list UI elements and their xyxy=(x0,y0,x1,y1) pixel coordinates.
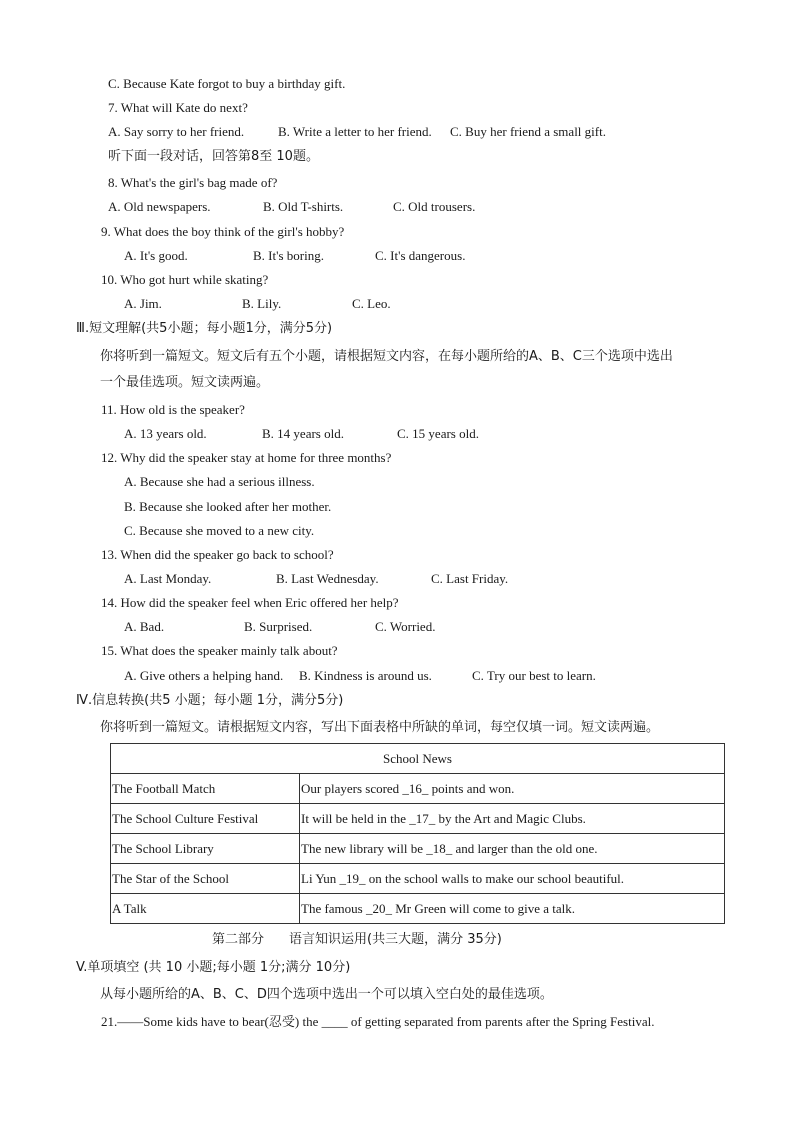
q9-option-a: A. It's good. xyxy=(124,248,188,263)
table-row xyxy=(111,894,725,924)
q12-option-b: B. Because she looked after her mother. xyxy=(124,499,332,514)
table-cell-detail: The new library will be _18_ and larger than the old one. xyxy=(300,834,725,864)
q11-option-b: B. 14 years old. xyxy=(262,426,344,441)
school-news-table xyxy=(110,743,725,924)
q7-option-b: B. Write a letter to her friend. xyxy=(278,124,432,139)
part-2-label: 第二部分 xyxy=(212,932,265,947)
q6-option-c: C. Because Kate forgot to buy a birthday gift. xyxy=(108,76,346,91)
table-cell-topic: A Talk xyxy=(111,894,300,924)
part-2-title: 语言知识运用(共三大题，满分 35分) xyxy=(289,932,502,947)
section-3-instruction-2: 一个最佳选项。短文读两遍。 xyxy=(100,375,270,390)
q11-option-c: C. 15 years old. xyxy=(397,426,479,441)
q9-option-c: C. It's dangerous. xyxy=(375,248,466,263)
q8-option-c: C. Old trousers. xyxy=(393,199,476,214)
q13-option-c: C. Last Friday. xyxy=(431,571,509,586)
table-cell-detail: Our players scored _16_ points and won. xyxy=(300,774,725,804)
q8-stem: 8. What's the girl's bag made of? xyxy=(108,175,278,190)
q15-option-a: A. Give others a helping hand. xyxy=(124,668,284,683)
q9-stem: 9. What does the boy think of the girl's hobby? xyxy=(101,224,345,239)
q13-option-b: B. Last Wednesday. xyxy=(276,571,379,586)
table-title: School News xyxy=(111,744,725,774)
q9-option-b: B. It's boring. xyxy=(253,248,324,263)
table-row xyxy=(111,804,725,834)
table-cell-topic: The School Library xyxy=(111,834,300,864)
q7-option-a: A. Say sorry to her friend. xyxy=(108,124,245,139)
table-cell-topic: The Star of the School xyxy=(111,864,300,894)
section-5-heading: V.单项填空 (共 10 小题;每小题 1分;满分 10分) xyxy=(76,960,351,975)
q10-option-a: A. Jim. xyxy=(124,296,162,311)
q11-option-a: A. 13 years old. xyxy=(124,426,207,441)
q12-option-c: C. Because she moved to a new city. xyxy=(124,523,315,538)
q10-option-b: B. Lily. xyxy=(242,296,282,311)
q14-option-c: C. Worried. xyxy=(375,619,436,634)
table-header-row xyxy=(111,744,725,774)
table-cell-topic: The School Culture Festival xyxy=(111,804,300,834)
q15-stem: 15. What does the speaker mainly talk about? xyxy=(101,643,338,658)
table-cell-detail: The famous _20_ Mr Green will come to give a talk. xyxy=(300,894,725,924)
q11-stem: 11. How old is the speaker? xyxy=(101,402,245,417)
q7-option-c: C. Buy her friend a small gift. xyxy=(450,124,606,139)
q10-option-c: C. Leo. xyxy=(352,296,391,311)
q8-option-b: B. Old T-shirts. xyxy=(263,199,344,214)
q14-stem: 14. How did the speaker feel when Eric offered her help? xyxy=(101,595,399,610)
section-4-instruction: 你将听到一篇短文。请根据短文内容，写出下面表格中所缺的单词，每空仅填一词。短文读两遍。 xyxy=(100,720,660,735)
q13-option-a: A. Last Monday. xyxy=(124,571,212,586)
q13-stem: 13. When did the speaker go back to school? xyxy=(101,547,334,562)
section-5-instruction: 从每小题所给的A、B、C、D四个选项中选出一个可以填入空白处的最佳选项。 xyxy=(100,987,553,1002)
section-3-heading: Ⅲ.短文理解(共5小题；每小题1分，满分5分) xyxy=(76,321,333,336)
q14-option-a: A. Bad. xyxy=(124,619,165,634)
q8-option-a: A. Old newspapers. xyxy=(108,199,211,214)
table-cell-detail: Li Yun _19_ on the school walls to make our school beautiful. xyxy=(300,864,725,894)
q10-stem: 10. Who got hurt while skating? xyxy=(101,272,269,287)
q15-option-b: B. Kindness is around us. xyxy=(299,668,432,683)
table-cell-topic: The Football Match xyxy=(111,774,300,804)
q15-option-c: C. Try our best to learn. xyxy=(472,668,596,683)
section-3-instruction-1: 你将听到一篇短文。短文后有五个小题，请根据短文内容，在每小题所给的A、B、C三个选项中选出 xyxy=(100,349,673,364)
instruction-8-10: 听下面一段对话，回答第8至 10题。 xyxy=(108,149,319,164)
q21-stem: 21.——Some kids have to bear(忍受) the ____ of getting separated from parents after the Spring Festival. xyxy=(101,1014,655,1029)
q12-stem: 12. Why did the speaker stay at home for three months? xyxy=(101,450,392,465)
q7-stem: 7. What will Kate do next? xyxy=(108,100,248,115)
q12-option-a: A. Because she had a serious illness. xyxy=(124,474,315,489)
section-4-heading: Ⅳ.信息转换(共5 小题；每小题 1分，满分5分) xyxy=(76,693,344,708)
table-row xyxy=(111,774,725,804)
table-row xyxy=(111,834,725,864)
table-cell-detail: It will be held in the _17_ by the Art and Magic Clubs. xyxy=(300,804,725,834)
q14-option-b: B. Surprised. xyxy=(244,619,313,634)
table-row xyxy=(111,864,725,894)
